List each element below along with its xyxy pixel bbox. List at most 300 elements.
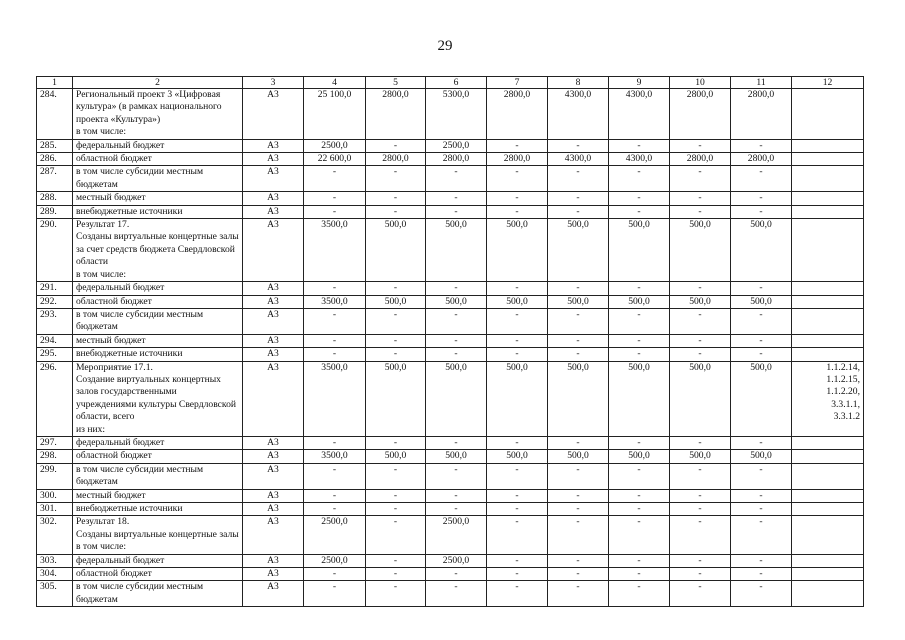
value-cell: - xyxy=(731,348,792,361)
value-cell: - xyxy=(548,489,609,502)
value-cell: - xyxy=(731,436,792,449)
value-cell: 500,0 xyxy=(366,295,426,308)
value-cell: - xyxy=(609,436,670,449)
indicator-cell xyxy=(792,219,864,282)
value-cell: 2500,0 xyxy=(426,139,487,152)
value-cell: 500,0 xyxy=(426,295,487,308)
row-description: внебюджетные источники xyxy=(73,503,243,516)
row-description: внебюджетные источники xyxy=(73,348,243,361)
value-cell: - xyxy=(426,503,487,516)
value-cell: - xyxy=(487,503,548,516)
row-number: 288. xyxy=(37,192,73,205)
row-number: 295. xyxy=(37,348,73,361)
value-cell: - xyxy=(366,282,426,295)
value-cell: - xyxy=(548,334,609,347)
row-description: внебюджетные источники xyxy=(73,205,243,218)
row-number: 290. xyxy=(37,219,73,282)
value-cell: - xyxy=(548,205,609,218)
row-number: 296. xyxy=(37,361,73,436)
value-cell: - xyxy=(731,503,792,516)
indicator-cell xyxy=(792,153,864,166)
row-number: 291. xyxy=(37,282,73,295)
value-cell: 500,0 xyxy=(426,219,487,282)
value-cell: - xyxy=(304,436,366,449)
indicator-cell xyxy=(792,581,864,607)
row-code: А3 xyxy=(243,153,304,166)
value-cell: - xyxy=(670,516,731,554)
value-cell: 500,0 xyxy=(548,295,609,308)
value-cell: - xyxy=(548,503,609,516)
value-cell: 500,0 xyxy=(609,361,670,436)
table-row xyxy=(37,308,864,334)
value-cell: - xyxy=(366,205,426,218)
row-description: областной бюджет xyxy=(73,568,243,581)
value-cell: 500,0 xyxy=(548,361,609,436)
value-cell: - xyxy=(366,308,426,334)
value-cell: - xyxy=(366,139,426,152)
row-code: А3 xyxy=(243,219,304,282)
value-cell: 500,0 xyxy=(609,450,670,463)
table-row xyxy=(37,166,864,192)
value-cell: - xyxy=(548,463,609,489)
value-cell: - xyxy=(731,166,792,192)
value-cell: 2800,0 xyxy=(366,89,426,140)
row-number: 287. xyxy=(37,166,73,192)
value-cell: 4300,0 xyxy=(609,153,670,166)
row-code: А3 xyxy=(243,89,304,140)
table-row xyxy=(37,139,864,152)
row-code: А3 xyxy=(243,295,304,308)
value-cell: 500,0 xyxy=(609,295,670,308)
row-number: 304. xyxy=(37,568,73,581)
value-cell: - xyxy=(609,554,670,567)
table-row xyxy=(37,554,864,567)
value-cell: - xyxy=(487,568,548,581)
row-description: Результат 17. Созданы виртуальные концертные залы за счет средств бюджета Свердловской области в том числе: xyxy=(73,219,243,282)
value-cell: 500,0 xyxy=(426,361,487,436)
value-cell: 500,0 xyxy=(731,295,792,308)
value-cell: 500,0 xyxy=(487,361,548,436)
value-cell: - xyxy=(426,489,487,502)
row-code: А3 xyxy=(243,463,304,489)
value-cell: 2800,0 xyxy=(731,153,792,166)
row-number: 286. xyxy=(37,153,73,166)
row-description: федеральный бюджет xyxy=(73,282,243,295)
indicator-cell xyxy=(792,436,864,449)
value-cell: - xyxy=(426,282,487,295)
value-cell: - xyxy=(548,568,609,581)
row-code: А3 xyxy=(243,503,304,516)
row-number: 299. xyxy=(37,463,73,489)
indicator-cell xyxy=(792,166,864,192)
value-cell: - xyxy=(670,554,731,567)
value-cell: - xyxy=(548,581,609,607)
row-description: в том числе субсидии местным бюджетам xyxy=(73,166,243,192)
row-description: Результат 18. Созданы виртуальные концертные залы в том числе: xyxy=(73,516,243,554)
value-cell: 500,0 xyxy=(670,361,731,436)
value-cell: 500,0 xyxy=(366,219,426,282)
column-header-7: 7 xyxy=(487,77,548,89)
row-number: 305. xyxy=(37,581,73,607)
table-body xyxy=(37,89,864,607)
value-cell: 4300,0 xyxy=(548,89,609,140)
value-cell: - xyxy=(304,503,366,516)
indicator-cell xyxy=(792,516,864,554)
value-cell: - xyxy=(609,308,670,334)
value-cell: - xyxy=(670,581,731,607)
value-cell: - xyxy=(609,516,670,554)
row-code: А3 xyxy=(243,554,304,567)
value-cell: - xyxy=(304,348,366,361)
row-description: в том числе субсидии местным бюджетам xyxy=(73,463,243,489)
row-description: Мероприятие 17.1. Создание виртуальных концертных залов государственными учреждениями культуры Свердловской области, всего из них: xyxy=(73,361,243,436)
row-number: 294. xyxy=(37,334,73,347)
value-cell: - xyxy=(548,139,609,152)
row-code: А3 xyxy=(243,205,304,218)
value-cell: - xyxy=(487,282,548,295)
row-description: в том числе субсидии местным бюджетам xyxy=(73,581,243,607)
value-cell: - xyxy=(304,463,366,489)
value-cell: - xyxy=(548,308,609,334)
value-cell: - xyxy=(487,205,548,218)
value-cell: - xyxy=(304,205,366,218)
table-row xyxy=(37,450,864,463)
value-cell: - xyxy=(548,192,609,205)
value-cell: - xyxy=(548,282,609,295)
budget-table xyxy=(36,76,864,607)
table-row xyxy=(37,503,864,516)
row-description: областной бюджет xyxy=(73,450,243,463)
table-row xyxy=(37,581,864,607)
column-header-4: 4 xyxy=(304,77,366,89)
row-code: А3 xyxy=(243,568,304,581)
indicator-cell xyxy=(792,568,864,581)
row-number: 289. xyxy=(37,205,73,218)
value-cell: - xyxy=(304,192,366,205)
value-cell: - xyxy=(426,334,487,347)
column-header-1: 1 xyxy=(37,77,73,89)
value-cell: 2800,0 xyxy=(731,89,792,140)
value-cell: - xyxy=(366,192,426,205)
value-cell: 4300,0 xyxy=(609,89,670,140)
value-cell: 2500,0 xyxy=(304,554,366,567)
value-cell: - xyxy=(487,436,548,449)
value-cell: 500,0 xyxy=(670,295,731,308)
row-code: А3 xyxy=(243,334,304,347)
row-code: А3 xyxy=(243,516,304,554)
value-cell: 2800,0 xyxy=(670,89,731,140)
row-code: А3 xyxy=(243,139,304,152)
value-cell: - xyxy=(426,581,487,607)
value-cell: - xyxy=(366,581,426,607)
value-cell: - xyxy=(366,503,426,516)
row-description: местный бюджет xyxy=(73,334,243,347)
table-row xyxy=(37,361,864,436)
value-cell: - xyxy=(426,436,487,449)
value-cell: 500,0 xyxy=(487,219,548,282)
row-code: А3 xyxy=(243,348,304,361)
value-cell: - xyxy=(731,282,792,295)
value-cell: - xyxy=(731,516,792,554)
value-cell: 500,0 xyxy=(731,450,792,463)
value-cell: 2500,0 xyxy=(304,516,366,554)
value-cell: 500,0 xyxy=(670,450,731,463)
value-cell: - xyxy=(670,282,731,295)
value-cell: 500,0 xyxy=(609,219,670,282)
value-cell: - xyxy=(304,166,366,192)
value-cell: - xyxy=(548,554,609,567)
table-row xyxy=(37,282,864,295)
value-cell: - xyxy=(487,581,548,607)
column-header-3: 3 xyxy=(243,77,304,89)
value-cell: - xyxy=(366,463,426,489)
table-row xyxy=(37,489,864,502)
indicator-cell xyxy=(792,192,864,205)
value-cell: - xyxy=(731,463,792,489)
indicator-cell: 1.1.2.14, 1.1.2.15, 1.1.2.20, 3.3.1.1, 3.3.1.2 xyxy=(792,361,864,436)
value-cell: 22 600,0 xyxy=(304,153,366,166)
value-cell: - xyxy=(731,308,792,334)
indicator-cell xyxy=(792,450,864,463)
column-header-11: 11 xyxy=(731,77,792,89)
value-cell: - xyxy=(731,334,792,347)
value-cell: - xyxy=(609,503,670,516)
value-cell: 500,0 xyxy=(487,450,548,463)
table-row xyxy=(37,89,864,140)
value-cell: - xyxy=(426,192,487,205)
value-cell: - xyxy=(366,348,426,361)
value-cell: 500,0 xyxy=(548,450,609,463)
value-cell: - xyxy=(609,463,670,489)
value-cell: - xyxy=(609,568,670,581)
value-cell: - xyxy=(487,166,548,192)
value-cell: - xyxy=(304,568,366,581)
value-cell: - xyxy=(366,166,426,192)
row-number: 284. xyxy=(37,89,73,140)
column-header-9: 9 xyxy=(609,77,670,89)
value-cell: - xyxy=(366,436,426,449)
value-cell: - xyxy=(487,489,548,502)
value-cell: - xyxy=(670,348,731,361)
value-cell: - xyxy=(670,489,731,502)
row-code: А3 xyxy=(243,308,304,334)
value-cell: 500,0 xyxy=(426,450,487,463)
row-code: А3 xyxy=(243,282,304,295)
value-cell: 5300,0 xyxy=(426,89,487,140)
row-code: А3 xyxy=(243,192,304,205)
value-cell: 500,0 xyxy=(548,219,609,282)
row-description: федеральный бюджет xyxy=(73,554,243,567)
value-cell: - xyxy=(670,166,731,192)
value-cell: - xyxy=(670,463,731,489)
value-cell: - xyxy=(426,166,487,192)
value-cell: - xyxy=(731,489,792,502)
value-cell: - xyxy=(670,192,731,205)
value-cell: - xyxy=(609,192,670,205)
value-cell: 2800,0 xyxy=(366,153,426,166)
value-cell: 500,0 xyxy=(731,219,792,282)
value-cell: 2500,0 xyxy=(426,554,487,567)
table-row xyxy=(37,463,864,489)
table-row xyxy=(37,205,864,218)
row-number: 301. xyxy=(37,503,73,516)
indicator-cell xyxy=(792,139,864,152)
value-cell: - xyxy=(670,139,731,152)
column-header-6: 6 xyxy=(426,77,487,89)
value-cell: - xyxy=(487,334,548,347)
value-cell: - xyxy=(548,516,609,554)
value-cell: - xyxy=(304,282,366,295)
row-code: А3 xyxy=(243,361,304,436)
row-description: местный бюджет xyxy=(73,489,243,502)
value-cell: - xyxy=(366,489,426,502)
value-cell: - xyxy=(670,436,731,449)
value-cell: - xyxy=(366,516,426,554)
value-cell: - xyxy=(304,489,366,502)
value-cell: - xyxy=(609,166,670,192)
value-cell: - xyxy=(366,334,426,347)
value-cell: - xyxy=(609,348,670,361)
row-number: 302. xyxy=(37,516,73,554)
value-cell: 2500,0 xyxy=(426,516,487,554)
column-header-8: 8 xyxy=(548,77,609,89)
row-description: областной бюджет xyxy=(73,153,243,166)
value-cell: - xyxy=(548,166,609,192)
value-cell: - xyxy=(487,516,548,554)
value-cell: 500,0 xyxy=(731,361,792,436)
value-cell: - xyxy=(304,334,366,347)
value-cell: - xyxy=(487,192,548,205)
value-cell: 2800,0 xyxy=(426,153,487,166)
value-cell: - xyxy=(609,581,670,607)
value-cell: - xyxy=(487,554,548,567)
indicator-cell xyxy=(792,348,864,361)
value-cell: 3500,0 xyxy=(304,450,366,463)
column-header-2: 2 xyxy=(73,77,243,89)
row-description: федеральный бюджет xyxy=(73,139,243,152)
value-cell: 2800,0 xyxy=(487,153,548,166)
value-cell: - xyxy=(487,139,548,152)
column-header-5: 5 xyxy=(366,77,426,89)
row-number: 297. xyxy=(37,436,73,449)
value-cell: 3500,0 xyxy=(304,295,366,308)
value-cell: 500,0 xyxy=(670,219,731,282)
row-code: А3 xyxy=(243,166,304,192)
value-cell: - xyxy=(609,489,670,502)
value-cell: - xyxy=(731,581,792,607)
row-number: 303. xyxy=(37,554,73,567)
table-row xyxy=(37,436,864,449)
row-description: федеральный бюджет xyxy=(73,436,243,449)
indicator-cell xyxy=(792,503,864,516)
value-cell: - xyxy=(731,192,792,205)
indicator-cell xyxy=(792,205,864,218)
value-cell: 25 100,0 xyxy=(304,89,366,140)
value-cell: - xyxy=(366,554,426,567)
value-cell: - xyxy=(609,282,670,295)
row-number: 293. xyxy=(37,308,73,334)
indicator-cell xyxy=(792,463,864,489)
value-cell: - xyxy=(426,463,487,489)
row-number: 285. xyxy=(37,139,73,152)
table-row xyxy=(37,295,864,308)
value-cell: - xyxy=(731,139,792,152)
table-row xyxy=(37,192,864,205)
value-cell: - xyxy=(487,463,548,489)
value-cell: - xyxy=(670,205,731,218)
value-cell: - xyxy=(670,308,731,334)
row-number: 298. xyxy=(37,450,73,463)
table-row xyxy=(37,334,864,347)
value-cell: 2800,0 xyxy=(670,153,731,166)
row-description: местный бюджет xyxy=(73,192,243,205)
value-cell: - xyxy=(670,503,731,516)
value-cell: - xyxy=(426,348,487,361)
row-description: Региональный проект 3 «Цифровая культура» (в рамках национального проекта «Культура») в том числе: xyxy=(73,89,243,140)
row-description: в том числе субсидии местным бюджетам xyxy=(73,308,243,334)
value-cell: - xyxy=(366,568,426,581)
value-cell: - xyxy=(731,554,792,567)
row-code: А3 xyxy=(243,450,304,463)
indicator-cell xyxy=(792,295,864,308)
row-code: А3 xyxy=(243,436,304,449)
value-cell: 500,0 xyxy=(487,295,548,308)
column-header-10: 10 xyxy=(670,77,731,89)
value-cell: 4300,0 xyxy=(548,153,609,166)
value-cell: - xyxy=(426,308,487,334)
value-cell: - xyxy=(731,568,792,581)
table-row xyxy=(37,516,864,554)
value-cell: - xyxy=(731,205,792,218)
value-cell: 2500,0 xyxy=(304,139,366,152)
column-header-12: 12 xyxy=(792,77,864,89)
value-cell: 500,0 xyxy=(366,361,426,436)
value-cell: 500,0 xyxy=(366,450,426,463)
table-header-row xyxy=(37,77,864,89)
row-code: А3 xyxy=(243,489,304,502)
value-cell: - xyxy=(304,308,366,334)
value-cell: - xyxy=(426,568,487,581)
indicator-cell xyxy=(792,308,864,334)
row-description: областной бюджет xyxy=(73,295,243,308)
value-cell: 2800,0 xyxy=(487,89,548,140)
row-code: А3 xyxy=(243,581,304,607)
value-cell: - xyxy=(548,348,609,361)
row-number: 292. xyxy=(37,295,73,308)
page-number: 29 xyxy=(437,38,453,54)
value-cell: 3500,0 xyxy=(304,361,366,436)
value-cell: - xyxy=(670,334,731,347)
value-cell: - xyxy=(487,308,548,334)
value-cell: 3500,0 xyxy=(304,219,366,282)
indicator-cell xyxy=(792,334,864,347)
indicator-cell xyxy=(792,489,864,502)
value-cell: - xyxy=(426,205,487,218)
value-cell: - xyxy=(670,568,731,581)
table-row xyxy=(37,153,864,166)
indicator-cell xyxy=(792,282,864,295)
value-cell: - xyxy=(609,334,670,347)
table-row xyxy=(37,568,864,581)
table-row xyxy=(37,219,864,282)
indicator-cell xyxy=(792,89,864,140)
value-cell: - xyxy=(548,436,609,449)
value-cell: - xyxy=(609,205,670,218)
indicator-cell xyxy=(792,554,864,567)
table-row xyxy=(37,348,864,361)
value-cell: - xyxy=(609,139,670,152)
value-cell: - xyxy=(304,581,366,607)
